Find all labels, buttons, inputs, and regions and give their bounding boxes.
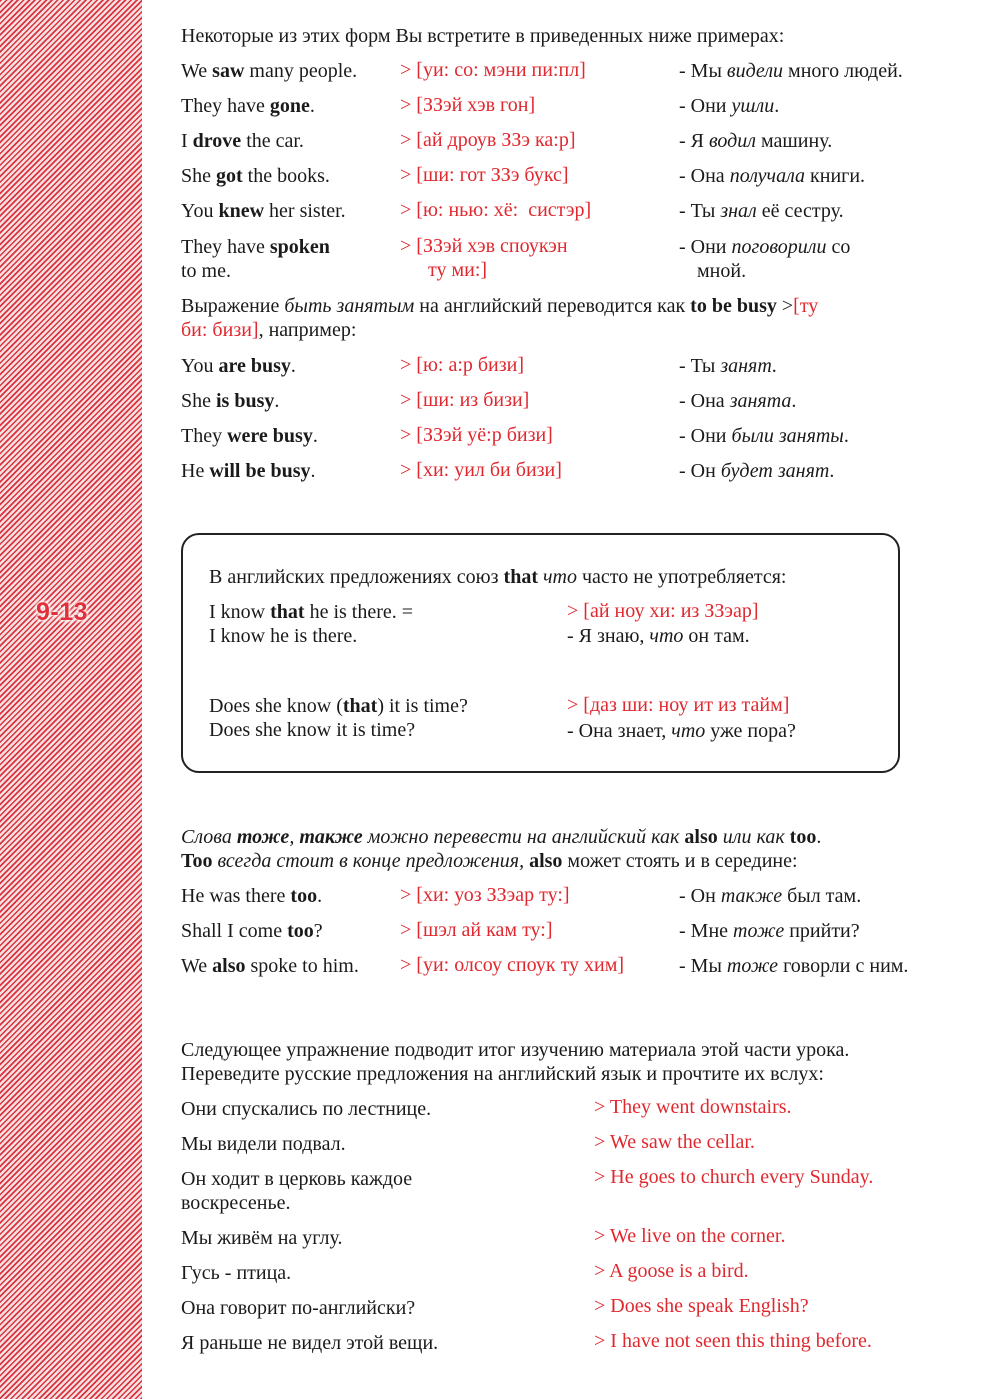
box-example-en: Does she know it is time? [209, 719, 416, 741]
exercise-ru-cont: воскресенье. [181, 1192, 291, 1214]
hatched-sidebar [0, 0, 142, 1399]
exercise-answer: > I have not seen this thing before. [594, 1330, 872, 1352]
exercise-ru: Она говорит по-английски? [181, 1297, 416, 1319]
example-ru: - Мне тоже прийти? [679, 920, 860, 942]
example-transcription: > [ши: гот ЗЗэ букс] [400, 164, 569, 186]
example-en: He will be busy. [181, 460, 316, 482]
exercise-ru: Гусь - птица. [181, 1262, 292, 1284]
example-transcription: > [хи: уил би бизи] [400, 459, 562, 481]
example-en: I drove the car. [181, 130, 304, 152]
example-en: We also spoke to him. [181, 955, 359, 977]
example-ru: - Они ушли. [679, 95, 780, 117]
busy-intro-cont: би: бизи], например: [181, 319, 357, 341]
example-transcription: > [ЗЗэй уё:р бизи] [400, 424, 553, 446]
example-transcription: > [ю: а:р бизи] [400, 354, 525, 376]
example-transcription: > [ЗЗэй хэв гон] [400, 94, 536, 116]
example-transcription: > [хи: уоз ЗЗэар ту:] [400, 884, 570, 906]
example-ru: - Она получала книги. [679, 165, 866, 187]
box-example-en: Does she know (that) it is time? [209, 695, 468, 717]
example-en: She got the books. [181, 165, 330, 187]
example-en: You knew her sister. [181, 200, 346, 222]
example-en: Shall I come too? [181, 920, 323, 942]
box-example-transcription: > [ай ноу хи: из ЗЗэар] [567, 600, 759, 622]
example-transcription: > [ши: из бизи] [400, 389, 530, 411]
page-tag: 9-13 [36, 598, 89, 626]
busy-intro: Выражение быть занятым на английский переводится как to be busy >[ту [181, 295, 819, 317]
exercise-ru: Мы живём на углу. [181, 1227, 343, 1249]
example-ru: - Мы тоже говорли с ним. [679, 955, 909, 977]
example-ru: - Ты знал её сестру. [679, 200, 844, 222]
example-transcription: > [ю: нью: хё: систэр] [400, 199, 592, 221]
example-ru: - Я водил машину. [679, 130, 833, 152]
exercise-answer: > We live on the corner. [594, 1225, 786, 1247]
also-intro-cont: Too всегда стоит в конце предложения, also может стоять и в середине: [181, 850, 798, 872]
box-example-en: I know that he is there. = [209, 601, 414, 623]
example-ru: - Они поговорили со [679, 236, 851, 258]
example-en: They have spoken [181, 236, 330, 258]
also-intro: Слова тоже, также можно перевести на английский как also или как too. [181, 826, 822, 848]
example-ru-cont: мной. [697, 260, 747, 282]
example-ru: - Ты занят. [679, 355, 777, 377]
exercise-intro-cont: Переведите русские предложения на английский язык и прочтите их вслух: [181, 1063, 824, 1085]
example-en-cont: to me. [181, 260, 231, 282]
box-rule: В английских предложениях союз that что часто не употребляется: [209, 566, 787, 588]
example-transcription: > [ай дроув ЗЗэ ка:р] [400, 129, 576, 151]
example-transcription: > [уи: со: мэни пи:пл] [400, 59, 586, 81]
example-ru: - Они были заняты. [679, 425, 849, 447]
example-transcription: > [шэл ай кам ту:] [400, 919, 553, 941]
example-transcription: > [ЗЗэй хэв споукэн [400, 235, 568, 257]
exercise-ru: Мы видели подвал. [181, 1133, 346, 1155]
box-example-transcription: > [даз ши: ноу ит из тайм] [567, 694, 790, 716]
exercise-intro: Следующее упражнение подводит итог изучению материала этой части урока. [181, 1039, 850, 1061]
exercise-ru: Я раньше не видел этой вещи. [181, 1332, 439, 1354]
example-ru: - Он также был там. [679, 885, 862, 907]
intro-text: Некоторые из этих форм Вы встретите в приведенных ниже примерах: [181, 25, 785, 47]
example-ru: - Он будет занят. [679, 460, 835, 482]
box-example-ru: - Она знает, что уже пора? [567, 720, 796, 742]
example-en: She is busy. [181, 390, 280, 412]
example-en: We saw many people. [181, 60, 358, 82]
exercise-ru: Они спускались по лестнице. [181, 1098, 432, 1120]
exercise-answer: > A goose is a bird. [594, 1260, 749, 1282]
exercise-ru: Он ходит в церковь каждое [181, 1168, 413, 1190]
exercise-answer: > They went downstairs. [594, 1096, 792, 1118]
example-ru: - Она занята. [679, 390, 797, 412]
example-en: You are busy. [181, 355, 296, 377]
example-transcription-cont: ту ми:] [428, 259, 488, 281]
exercise-answer: > Does she speak English? [594, 1295, 809, 1317]
example-transcription: > [уи: олсоу споук ту хим] [400, 954, 625, 976]
example-en: He was there too. [181, 885, 323, 907]
box-example-en: I know he is there. [209, 625, 358, 647]
box-example-ru: - Я знаю, что он там. [567, 625, 750, 647]
example-ru: - Мы видели много людей. [679, 60, 903, 82]
example-en: They were busy. [181, 425, 318, 447]
exercise-answer: > He goes to church every Sunday. [594, 1166, 874, 1188]
exercise-answer: > We saw the cellar. [594, 1131, 755, 1153]
example-en: They have gone. [181, 95, 315, 117]
